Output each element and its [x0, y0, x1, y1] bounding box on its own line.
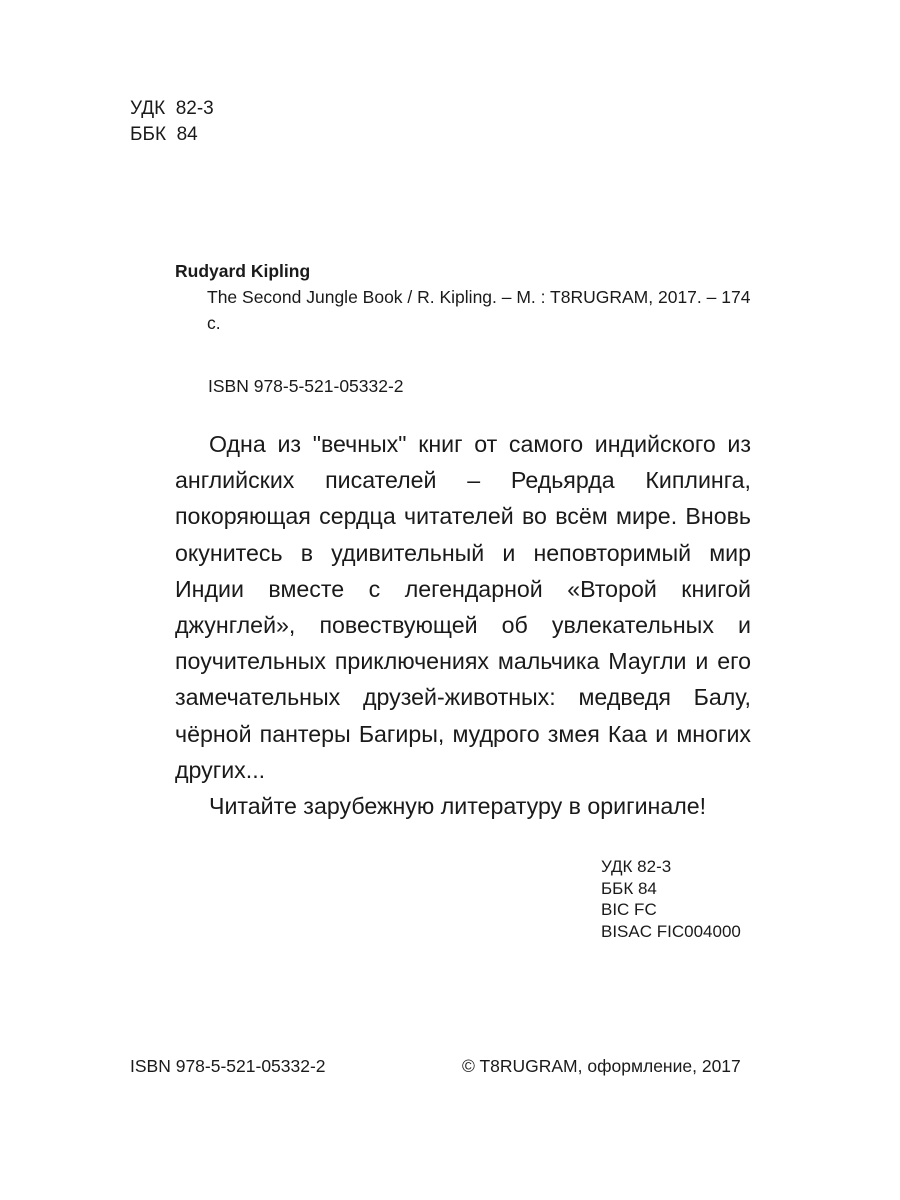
- bibliographic-entry: [175, 258, 755, 396]
- bbk-code-right: ББК 84: [601, 878, 657, 898]
- annotation: [175, 426, 751, 824]
- udk-code: УДК 82-3: [130, 98, 214, 119]
- annotation-call-to-action: Читайте зарубежную литературу в оригинале!: [209, 793, 707, 820]
- classification-codes: [601, 856, 741, 942]
- isbn-entry: ISBN 978-5-521-05332-2: [208, 376, 404, 396]
- bbk-code: ББК 84: [130, 124, 198, 145]
- bisac-code: BISAC FIC004000: [601, 921, 741, 941]
- copyright-notice: © T8RUGRAM, оформление, 2017: [462, 1056, 741, 1076]
- footer-isbn: ISBN 978-5-521-05332-2: [130, 1056, 326, 1076]
- author-name: Rudyard Kipling: [175, 261, 311, 281]
- udk-code-right: УДК 82-3: [601, 857, 672, 876]
- book-description: The Second Jungle Book / R. Kipling. – M. : T8RUGRAM, 2017. – 174 с.: [207, 287, 751, 333]
- annotation-paragraph: Одна из "вечных" книг от самого индийского из английских писателей – Редьярда Киплинга, покоряющая сердца читателей во всём мире. Вновь окунитесь в удивительный и неповторимый мир Индии вместе с легендарной «Второй книгой джунглей», повествующей об увлекательных и поучительных приключениях мальчика Маугли и его замечательных друзей-животных: медведя Балу, чёрной пантеры Багиры, мудрого змея Каа и многих других...: [175, 431, 751, 783]
- bic-code: BIC FC: [601, 900, 657, 919]
- header-codes: [130, 96, 214, 148]
